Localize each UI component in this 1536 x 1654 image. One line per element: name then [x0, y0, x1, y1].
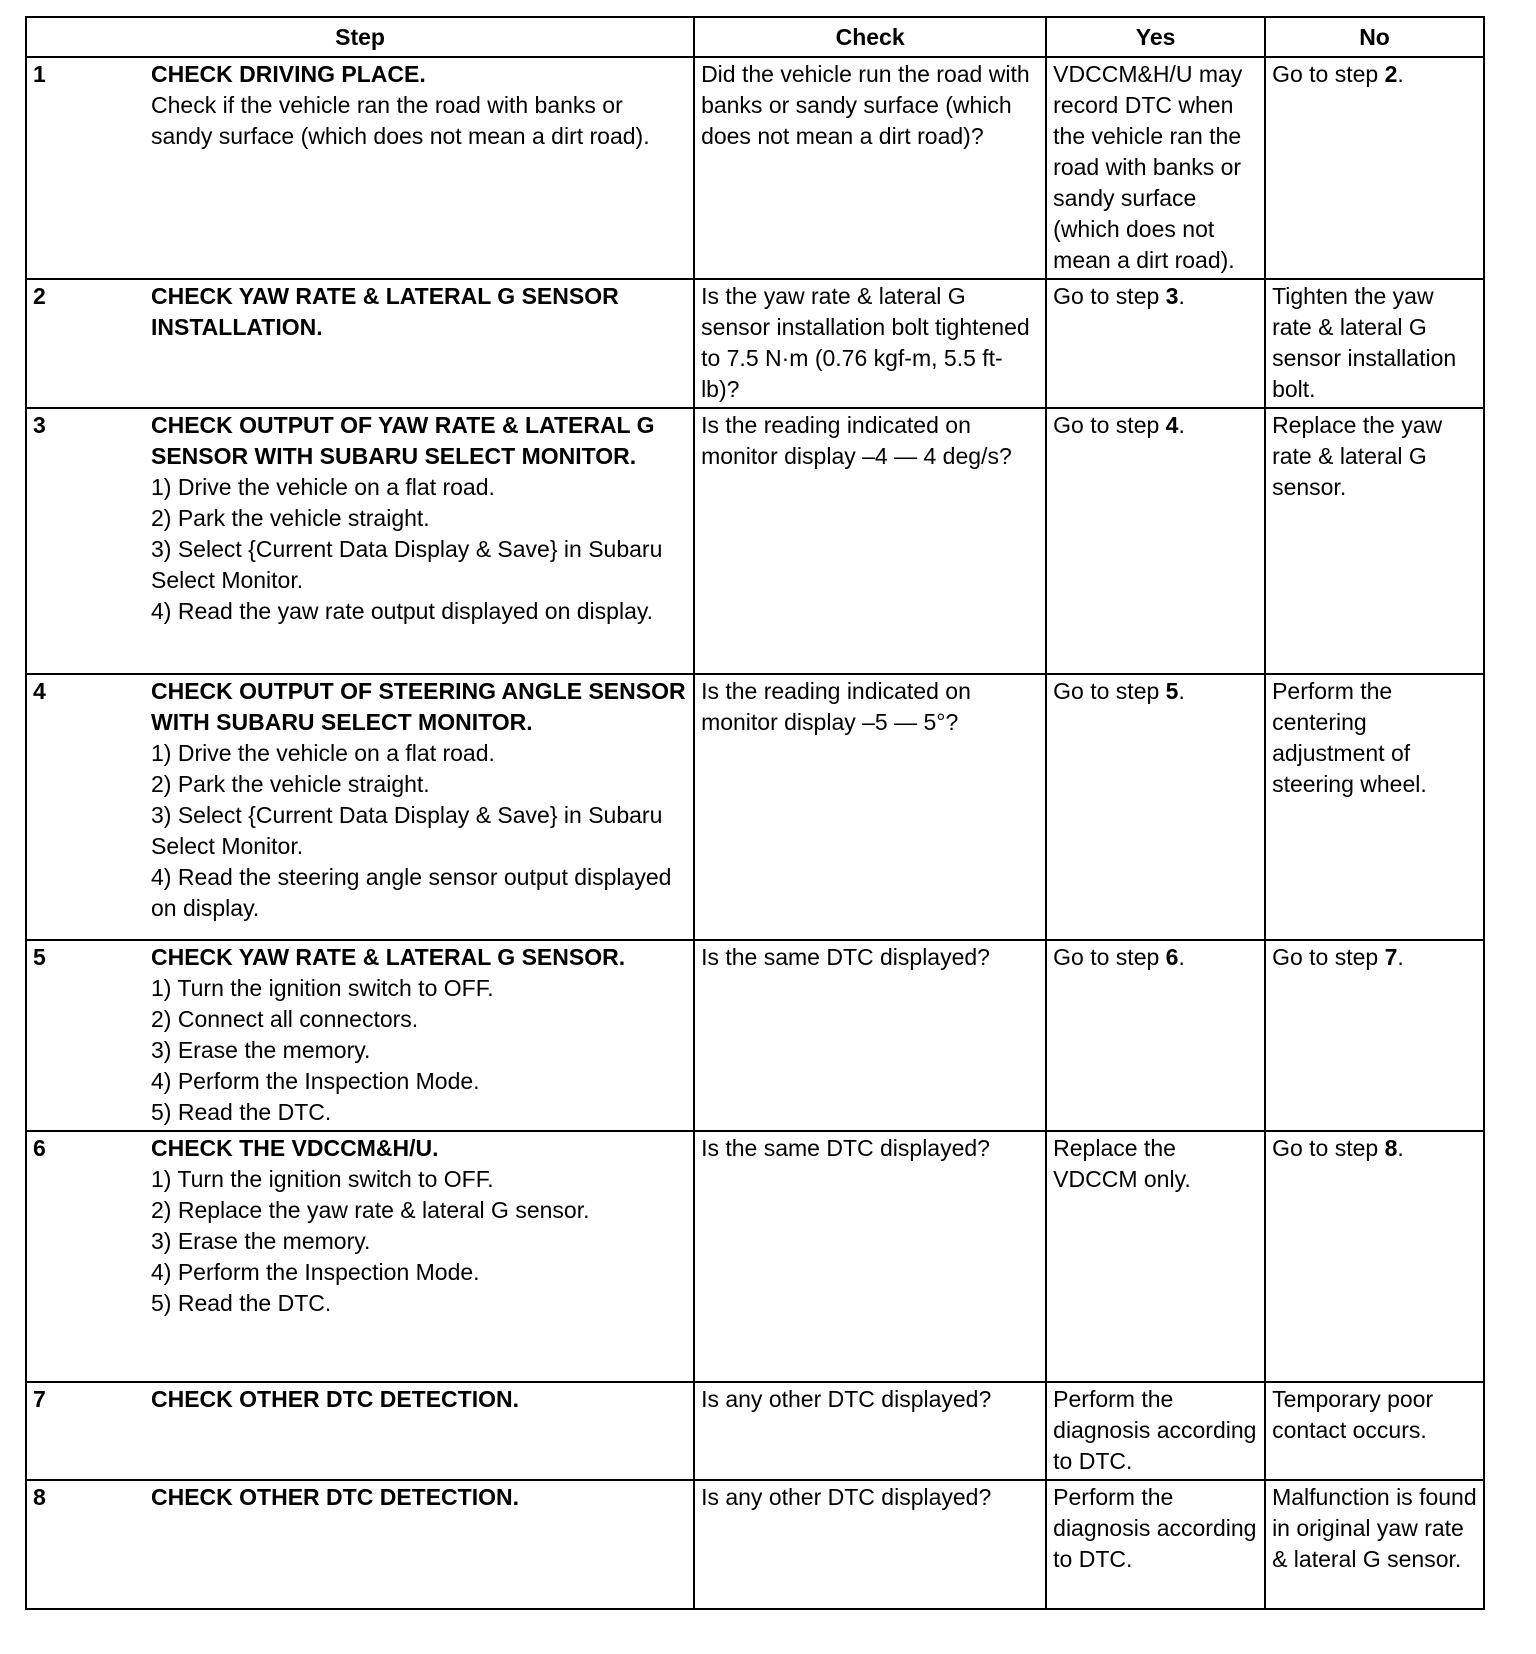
step-cell [26, 674, 694, 940]
no-cell: Malfunction is found in original yaw rate & lateral G sensor. [1265, 1480, 1484, 1609]
table-row [26, 940, 1484, 1131]
yes-cell [1046, 279, 1265, 408]
substep: 3) Select {Current Data Display & Save} in Subaru Select Monitor. [151, 802, 663, 859]
check-cell: Is the reading indicated on monitor display –4 — 4 deg/s? [694, 408, 1046, 674]
step-title: CHECK OTHER DTC DETECTION. [151, 1484, 519, 1510]
no-text-end: . [1397, 1135, 1404, 1161]
step-cell [26, 1480, 694, 1609]
step-ref: 4 [1165, 412, 1179, 438]
substep: 1) Turn the ignition switch to OFF. [151, 1166, 494, 1192]
step-ref: 3 [1165, 283, 1179, 309]
table-row [26, 1480, 1484, 1609]
step-ref: 8 [1384, 1135, 1398, 1161]
substep: 4) Read the yaw rate output displayed on display. [151, 598, 654, 624]
step-cell [26, 279, 694, 408]
check-cell: Is any other DTC displayed? [694, 1382, 1046, 1480]
substep: 2) Park the vehicle straight. [151, 505, 430, 531]
yes-cell: Perform the diagnosis according to DTC. [1046, 1382, 1265, 1480]
step-number: 5 [33, 944, 46, 970]
table-row [26, 408, 1484, 674]
step-title: CHECK YAW RATE & LATERAL G SENSOR. [151, 944, 626, 970]
yes-text: Go to step [1053, 412, 1166, 438]
step-number: 4 [33, 678, 46, 704]
check-cell: Is any other DTC displayed? [694, 1480, 1046, 1609]
step-title: CHECK THE VDCCM&H/U. [151, 1135, 439, 1161]
step-ref: 5 [1165, 678, 1179, 704]
no-text: Go to step [1272, 61, 1385, 87]
substep: 4) Perform the Inspection Mode. [151, 1068, 480, 1094]
header-check: Check [694, 17, 1046, 57]
yes-cell [1046, 940, 1265, 1131]
yes-text: Go to step [1053, 678, 1166, 704]
step-description: Check if the vehicle ran the road with banks or sandy surface (which does not mean a dirt road). [151, 92, 650, 149]
table-row [26, 1131, 1484, 1382]
no-cell: Tighten the yaw rate & lateral G sensor installation bolt. [1265, 279, 1484, 408]
header-row [26, 17, 1484, 57]
table-row [26, 279, 1484, 408]
step-cell [26, 1382, 694, 1480]
no-cell [1265, 940, 1484, 1131]
step-cell [26, 1131, 694, 1382]
step-number: 3 [33, 412, 46, 438]
step-title: CHECK OUTPUT OF YAW RATE & LATERAL G SENSOR WITH SUBARU SELECT MONITOR. [151, 412, 655, 469]
step-number: 2 [33, 283, 46, 309]
step-cell [26, 408, 694, 674]
yes-text-end: . [1178, 412, 1185, 438]
check-cell: Is the same DTC displayed? [694, 1131, 1046, 1382]
substep: 5) Read the DTC. [151, 1290, 332, 1316]
step-ref: 7 [1384, 944, 1398, 970]
step-title: CHECK DRIVING PLACE. [151, 61, 426, 87]
diagnostic-table [25, 16, 1485, 1610]
header-step: Step [26, 17, 694, 57]
step-cell [26, 940, 694, 1131]
no-text: Go to step [1272, 1135, 1385, 1161]
step-number: 1 [33, 61, 46, 87]
yes-text-end: . [1178, 944, 1185, 970]
substep: 2) Connect all connectors. [151, 1006, 419, 1032]
yes-text: Go to step [1053, 283, 1166, 309]
yes-text-end: . [1178, 283, 1185, 309]
yes-text: Go to step [1053, 944, 1166, 970]
yes-cell [1046, 674, 1265, 940]
header-yes: Yes [1046, 17, 1265, 57]
no-cell [1265, 1131, 1484, 1382]
no-cell [1265, 57, 1484, 279]
substep: 4) Perform the Inspection Mode. [151, 1259, 480, 1285]
yes-cell: Replace the VDCCM only. [1046, 1131, 1265, 1382]
step-cell [26, 57, 694, 279]
yes-cell: Perform the diagnosis according to DTC. [1046, 1480, 1265, 1609]
no-cell: Temporary poor contact occurs. [1265, 1382, 1484, 1480]
no-text-end: . [1397, 944, 1404, 970]
yes-cell [1046, 408, 1265, 674]
step-title: CHECK OTHER DTC DETECTION. [151, 1386, 519, 1412]
table-row [26, 1382, 1484, 1480]
substep: 2) Replace the yaw rate & lateral G sensor. [151, 1197, 590, 1223]
substep: 5) Read the DTC. [151, 1099, 332, 1125]
substep: 3) Erase the memory. [151, 1037, 371, 1063]
header-no: No [1265, 17, 1484, 57]
no-cell: Perform the centering adjustment of steering wheel. [1265, 674, 1484, 940]
check-cell: Is the same DTC displayed? [694, 940, 1046, 1131]
yes-text-end: . [1178, 678, 1185, 704]
yes-cell: VDCCM&H/U may record DTC when the vehicle ran the road with banks or sandy surface (which does not mean a dirt road). [1046, 57, 1265, 279]
step-number: 8 [33, 1484, 46, 1510]
step-ref: 2 [1384, 61, 1398, 87]
table-row [26, 674, 1484, 940]
step-number: 7 [33, 1386, 46, 1412]
no-text-end: . [1397, 61, 1404, 87]
substep: 2) Park the vehicle straight. [151, 771, 430, 797]
check-cell: Did the vehicle run the road with banks or sandy surface (which does not mean a dirt road)? [694, 57, 1046, 279]
no-text: Go to step [1272, 944, 1385, 970]
check-cell: Is the reading indicated on monitor display –5 — 5°? [694, 674, 1046, 940]
substep: 1) Turn the ignition switch to OFF. [151, 975, 494, 1001]
table-row [26, 57, 1484, 279]
step-title: CHECK YAW RATE & LATERAL G SENSOR INSTALLATION. [151, 283, 619, 340]
step-ref: 6 [1165, 944, 1179, 970]
substep: 4) Read the steering angle sensor output displayed on display. [151, 864, 672, 921]
substep: 1) Drive the vehicle on a flat road. [151, 474, 495, 500]
substep: 1) Drive the vehicle on a flat road. [151, 740, 495, 766]
step-title: CHECK OUTPUT OF STEERING ANGLE SENSOR WITH SUBARU SELECT MONITOR. [151, 678, 686, 735]
substep: 3) Erase the memory. [151, 1228, 371, 1254]
step-number: 6 [33, 1135, 46, 1161]
no-cell: Replace the yaw rate & lateral G sensor. [1265, 408, 1484, 674]
check-cell: Is the yaw rate & lateral G sensor installation bolt tightened to 7.5 N·m (0.76 kgf-m, 5.5 ft-lb)? [694, 279, 1046, 408]
substep: 3) Select {Current Data Display & Save} in Subaru Select Monitor. [151, 536, 663, 593]
